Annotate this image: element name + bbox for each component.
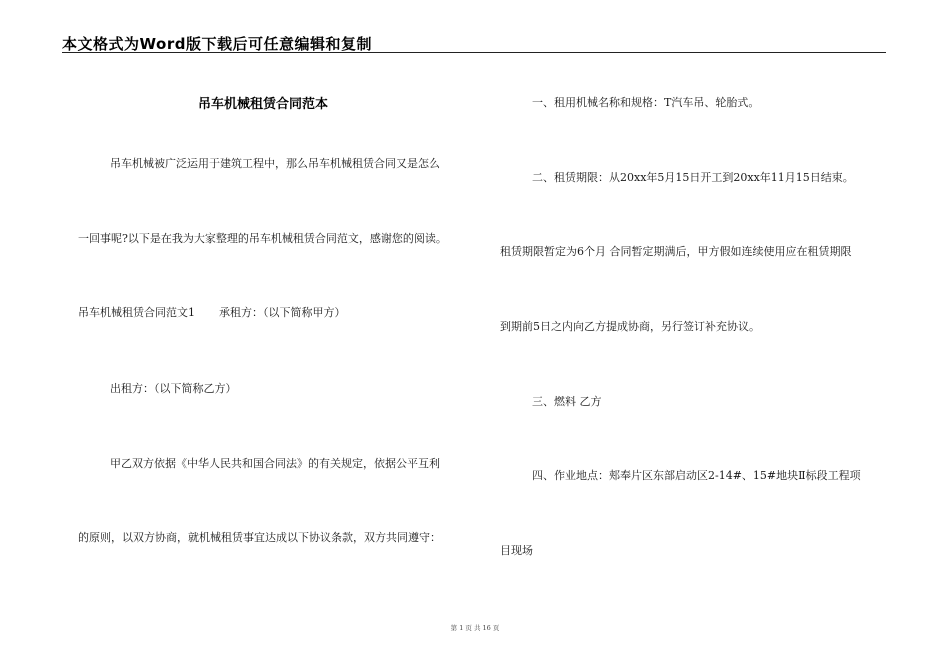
clause-2: 二、租赁期限：从20xx年5月15日开工到20xx年11月15日结束。	[532, 171, 854, 184]
intro-paragraph-line-1: 吊车机械被广泛运用于建筑工程中，那么吊车机械租赁合同又是怎么	[110, 157, 440, 170]
clause-2-line-2: 租赁期限暂定为6个月 合同暂定期满后，甲方假如连续使用应在租赁期限	[500, 245, 852, 258]
page-indicator: 第 1 页 共 16 页	[450, 624, 500, 632]
lessee-label: 承租方：（以下简称甲方）	[219, 306, 346, 319]
clause-4: 四、作业地点：郏奉片区东部启动区2-14#、15#地块Ⅱ标段工程项	[532, 469, 861, 482]
header-title: 本文格式为Word版下载后可任意编辑和复制	[62, 35, 372, 53]
agreement-paragraph-line-2: 的原则，以双方协商，就机械租赁事宜达成以下协议条款，双方共同遵守：	[78, 531, 441, 544]
sample-label: 吊车机械租赁合同范文1	[78, 306, 195, 319]
sample-heading-line	[78, 304, 346, 320]
lessor-line: 出租方：（以下简称乙方）	[110, 382, 237, 395]
clause-1: 一、租用机械名称和规格：T汽车吊、轮胎式。	[532, 96, 760, 109]
clause-2-line-3: 到期前5日之内向乙方提成协商，另行签订补充协议。	[500, 320, 760, 333]
intro-paragraph-line-2: 一回事呢?以下是在我为大家整理的吊车机械租赁合同范文，感谢您的阅读。	[78, 232, 447, 245]
agreement-paragraph-line-1: 甲乙双方依据《中华人民共和国合同法》的有关规定，依据公平互利	[110, 457, 440, 470]
header-divider	[62, 52, 886, 53]
clause-3: 三、燃料 乙方	[532, 395, 602, 408]
document-title: 吊车机械租赁合同范本	[198, 97, 329, 112]
clause-4-line-2: 目现场	[500, 544, 533, 557]
